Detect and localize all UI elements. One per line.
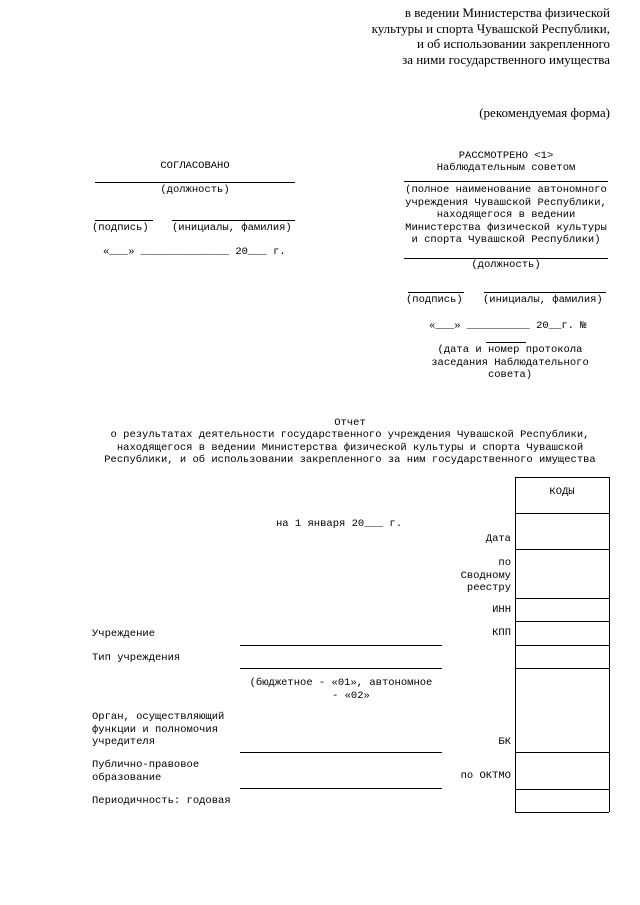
codes-row-line bbox=[515, 789, 609, 790]
reviewed-title: РАССМОТРЕНО <1> bbox=[458, 150, 554, 162]
codes-row-line bbox=[515, 752, 609, 753]
registry-line: по bbox=[498, 557, 511, 569]
codes-right-border bbox=[609, 477, 610, 812]
field-founder-label bbox=[92, 711, 224, 749]
reviewed-name-line bbox=[484, 292, 606, 293]
field-type-caption bbox=[240, 677, 442, 702]
agreed-name-caption: (инициалы, фамилия) bbox=[172, 222, 292, 234]
field-institution-line bbox=[240, 645, 442, 646]
reviewed-institution-caption bbox=[396, 184, 616, 247]
code-label-oktmo: по ОКТМО bbox=[460, 770, 511, 782]
registry-line: Сводному bbox=[460, 569, 511, 582]
form-note: (рекомендуемая форма) bbox=[479, 105, 610, 120]
header-line: культуры и спорта Чувашской Республики, bbox=[371, 20, 610, 36]
report-title: Отчет bbox=[334, 417, 366, 429]
caption-line: Министерства физической культуры bbox=[405, 221, 607, 234]
codes-row-line bbox=[515, 598, 609, 599]
codes-row-line bbox=[515, 549, 609, 550]
subtitle-line: находящегося в ведении Министерства физической культуры и спорта Чувашской bbox=[116, 441, 584, 454]
report-subtitle bbox=[60, 429, 640, 467]
municipality-line: образование bbox=[92, 771, 162, 784]
codes-row-line bbox=[515, 812, 609, 813]
code-label-kpp: КПП bbox=[492, 627, 511, 639]
reviewed-protocol-line bbox=[486, 342, 526, 343]
subtitle-line: о результатах деятельности государственного учреждения Чувашской Республики, bbox=[110, 429, 590, 441]
reviewed-date-line: «___» __________ 20__г. № bbox=[429, 320, 587, 332]
code-label-registry bbox=[461, 557, 511, 595]
founder-line: функции и полномочия bbox=[92, 723, 219, 736]
agreed-date-line: «___» ______________ 20___ г. bbox=[103, 246, 286, 258]
reviewed-name-caption: (инициалы, фамилия) bbox=[483, 294, 603, 306]
agreed-signature-line bbox=[95, 220, 153, 221]
agreed-title: СОГЛАСОВАНО bbox=[160, 160, 230, 172]
field-municipality-line bbox=[240, 788, 442, 789]
reviewed-signature-line bbox=[408, 292, 464, 293]
registry-line: реестру bbox=[466, 582, 511, 594]
codes-row-line bbox=[515, 621, 609, 622]
caption-line: - «02» bbox=[332, 689, 370, 702]
header-line: за ними государственного имущества bbox=[402, 51, 610, 67]
founder-line: учредителя bbox=[92, 736, 156, 748]
reviewed-signature-caption: (подпись) bbox=[406, 294, 463, 306]
code-label-date: Дата bbox=[485, 533, 511, 545]
codes-row-line bbox=[515, 513, 609, 514]
header-line: в ведении Министерства физической bbox=[404, 5, 610, 20]
field-municipality-label bbox=[92, 759, 199, 784]
caption-line: совета) bbox=[487, 369, 533, 381]
caption-line: учреждения Чувашской Республики, bbox=[405, 196, 607, 209]
codes-header: КОДЫ bbox=[549, 486, 575, 498]
field-founder-line bbox=[240, 752, 442, 753]
header-block bbox=[290, 5, 610, 67]
caption-line: (дата и номер протокола bbox=[437, 344, 583, 356]
caption-line: находящегося в ведении bbox=[436, 209, 576, 221]
codes-row-line bbox=[515, 645, 609, 646]
code-label-bk: БК bbox=[498, 736, 511, 748]
caption-line: и спорта Чувашской Республики) bbox=[411, 234, 601, 246]
caption-line: (бюджетное - «01», автономное bbox=[249, 677, 433, 689]
field-type-line bbox=[240, 668, 442, 669]
field-institution-label: Учреждение bbox=[92, 628, 156, 640]
agreed-position-caption: (должность) bbox=[160, 184, 230, 196]
founder-line: Орган, осуществляющий bbox=[92, 711, 225, 723]
reviewed-position-caption: (должность) bbox=[471, 259, 541, 271]
caption-line: (полное наименование автономного bbox=[405, 184, 607, 196]
subtitle-line: Республики, и об использовании закрепленного за ним государственного имущества bbox=[104, 454, 596, 466]
reviewed-protocol-caption bbox=[404, 344, 616, 382]
municipality-line: Публично-правовое bbox=[92, 759, 200, 771]
field-periodicity: Периодичность: годовая bbox=[92, 795, 231, 807]
agreed-name-line bbox=[172, 220, 295, 221]
reviewed-institution-line bbox=[404, 181, 608, 182]
field-type-label: Тип учреждения bbox=[92, 652, 181, 664]
agreed-position-line bbox=[95, 182, 295, 183]
codes-row-line bbox=[515, 477, 609, 478]
code-label-inn: ИНН bbox=[492, 604, 511, 616]
report-as-of: на 1 января 20___ г. bbox=[276, 518, 403, 530]
agreed-signature-caption: (подпись) bbox=[92, 222, 149, 234]
codes-row-line bbox=[515, 668, 609, 669]
caption-line: заседания Наблюдательного bbox=[431, 356, 589, 369]
header-line: и об использовании закрепленного bbox=[416, 36, 610, 51]
reviewed-subtitle: Наблюдательным советом bbox=[436, 162, 576, 174]
